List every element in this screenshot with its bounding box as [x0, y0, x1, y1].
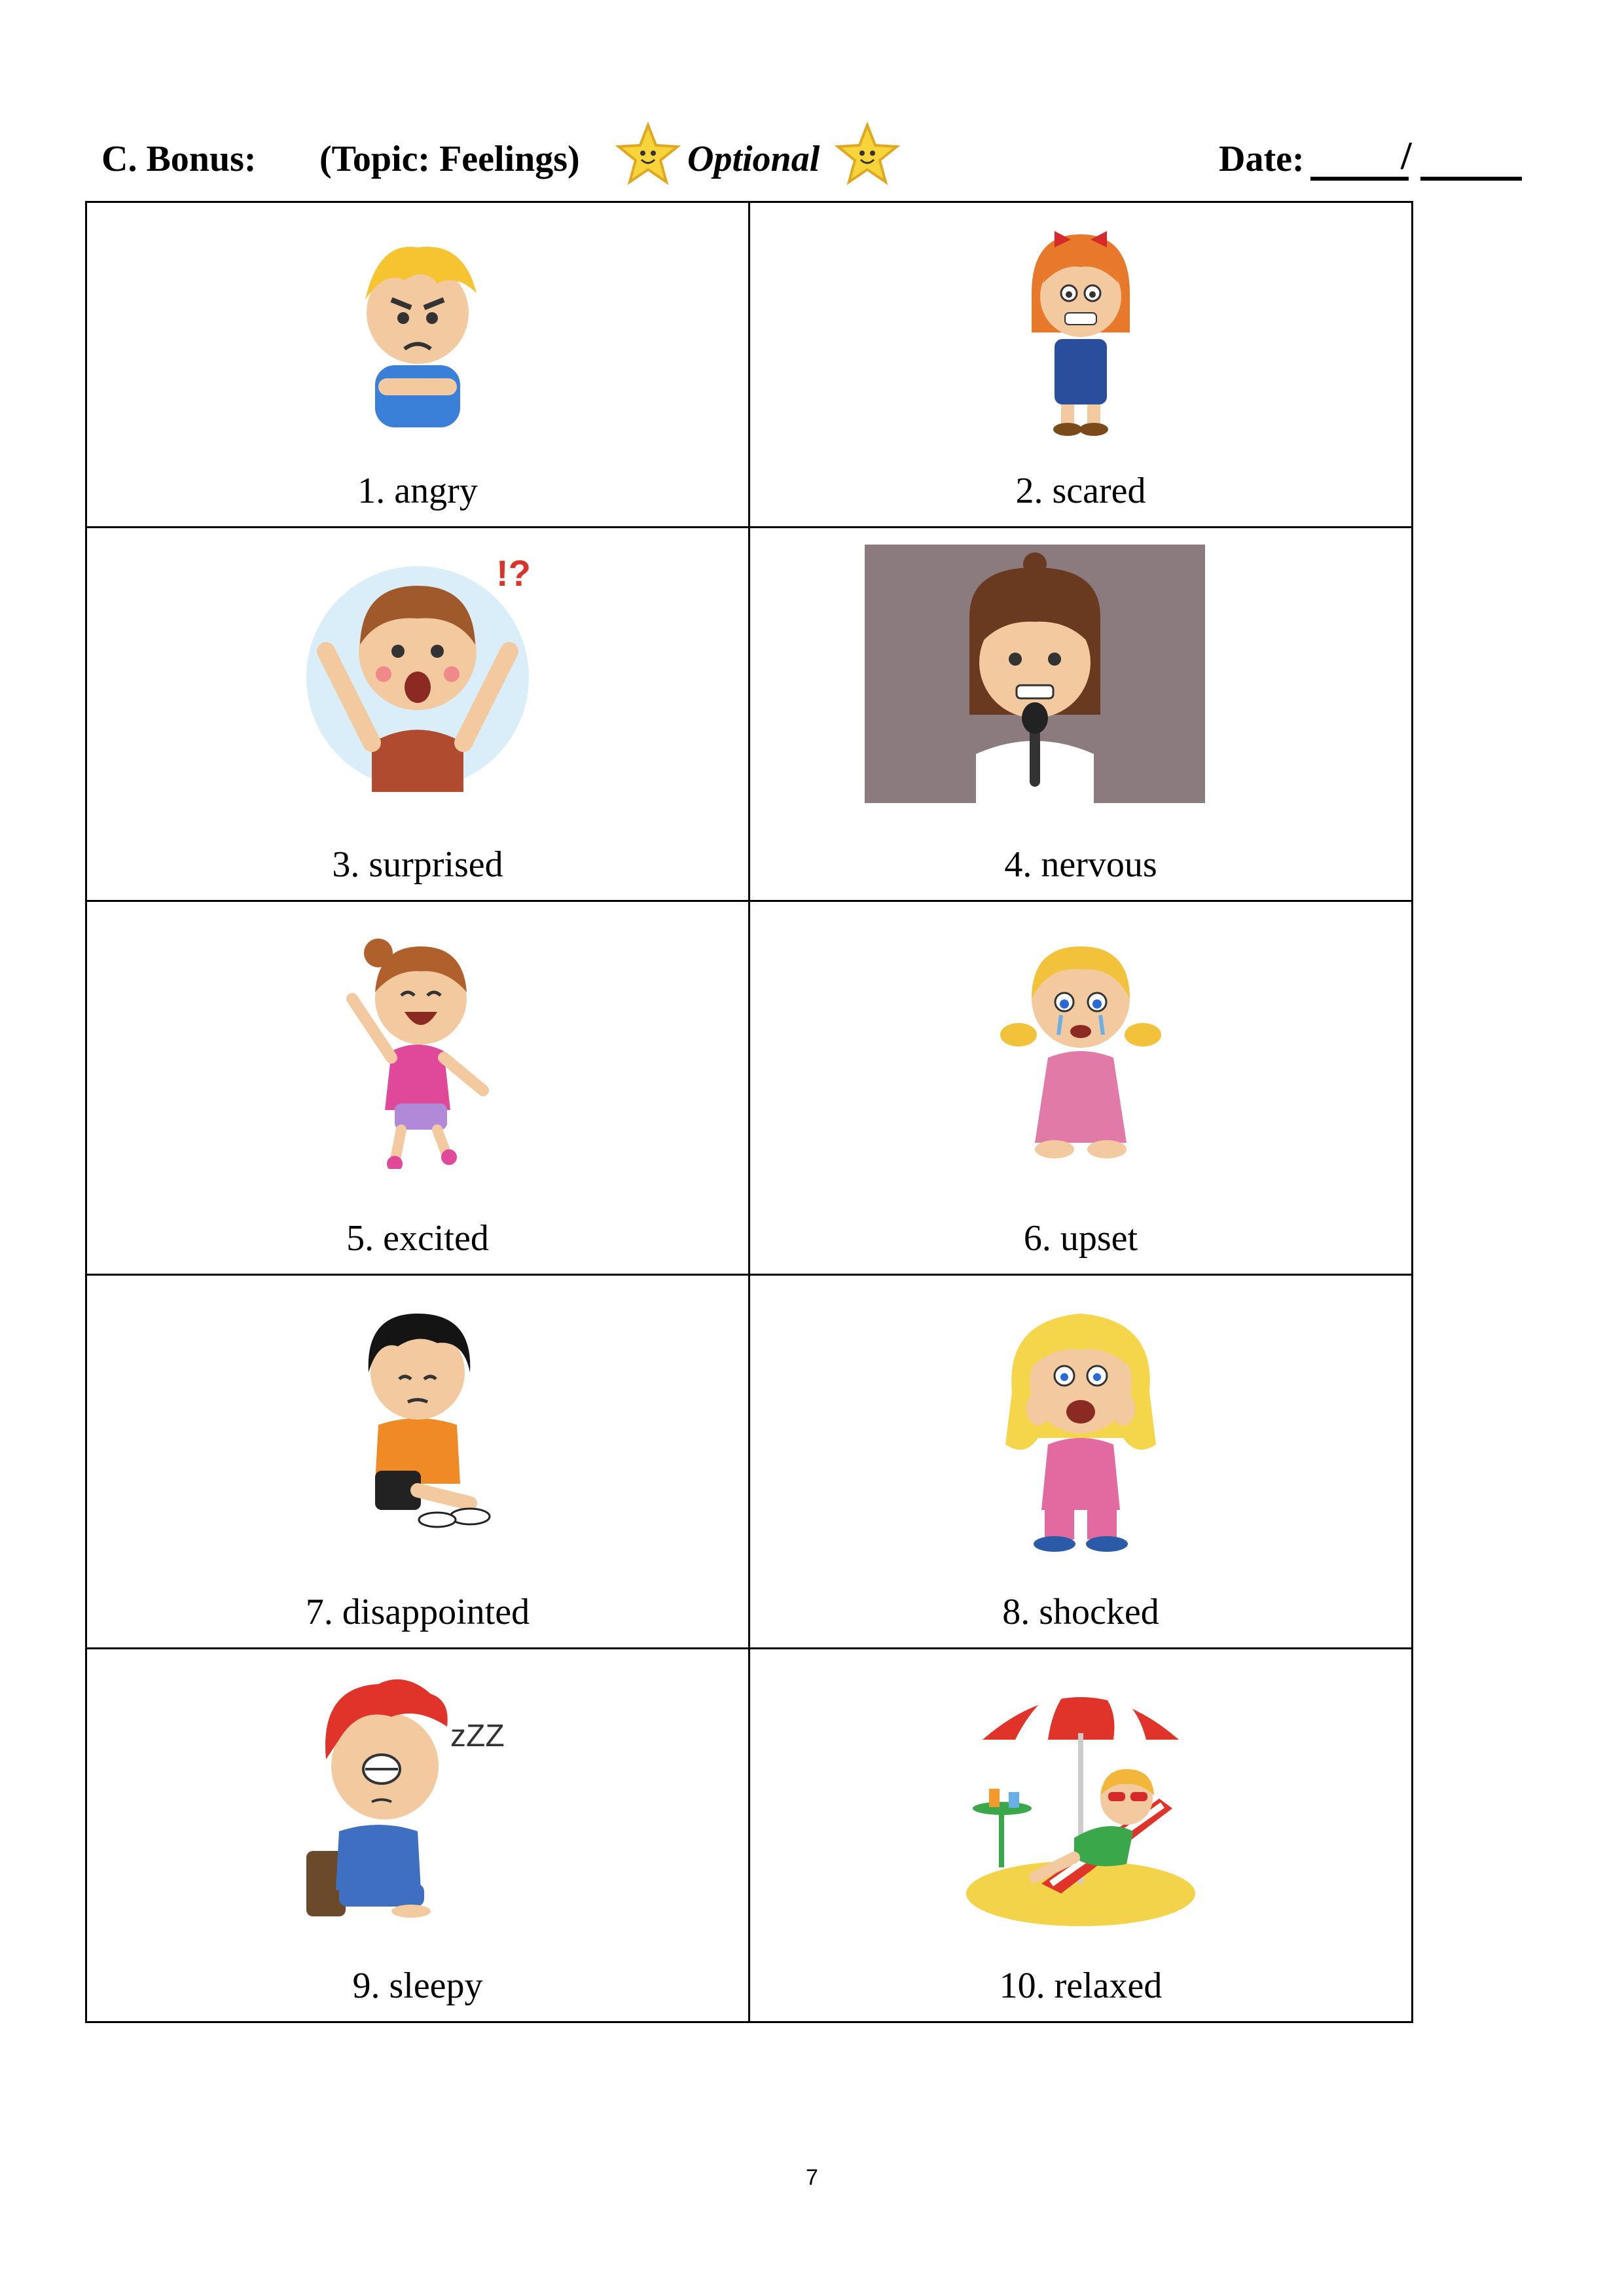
surprised-boy-icon — [300, 547, 535, 795]
date-month-line[interactable] — [1420, 177, 1522, 181]
date-separator: / — [1401, 134, 1412, 177]
optional-label: Optional — [687, 139, 820, 179]
feeling-label: 5. excited — [346, 1218, 489, 1259]
feeling-card — [86, 901, 749, 1275]
excited-girl-icon — [333, 920, 503, 1169]
page-number: 7 — [806, 2165, 818, 2190]
relaxed-girl-icon — [963, 1668, 1199, 1929]
upset-girl-icon — [996, 920, 1166, 1169]
star-icon — [615, 122, 681, 187]
feelings-grid — [85, 201, 1413, 2023]
svg-text:zZZ: zZZ — [450, 1719, 505, 1753]
feeling-card — [749, 202, 1413, 528]
topic-title: (Topic: Feelings) — [319, 139, 580, 179]
feeling-card — [749, 901, 1413, 1275]
feeling-card — [749, 1649, 1413, 2022]
date-label: Date: — [1219, 139, 1305, 179]
feeling-label: 8. shocked — [1002, 1592, 1159, 1632]
svg-text:!?: !? — [496, 552, 531, 594]
feeling-label: 2. scared — [1015, 471, 1146, 511]
shocked-girl-icon — [992, 1294, 1169, 1556]
disappointed-boy-icon — [339, 1294, 496, 1536]
feeling-label: 9. sleepy — [352, 1965, 483, 2006]
feeling-label: 1. angry — [357, 471, 478, 511]
feeling-card — [86, 528, 749, 901]
feeling-card — [86, 202, 749, 528]
feeling-label: 3. surprised — [332, 844, 503, 885]
feeling-label: 4. nervous — [1004, 844, 1157, 885]
scared-girl-icon — [1015, 221, 1146, 437]
feeling-label: 7. disappointed — [305, 1592, 530, 1632]
feeling-card — [86, 1649, 749, 2022]
date-day-line[interactable] — [1310, 177, 1409, 181]
feeling-card — [86, 1275, 749, 1649]
feeling-label: 6. upset — [1023, 1218, 1138, 1259]
star-icon — [835, 122, 900, 187]
feeling-card — [749, 528, 1413, 901]
angry-boy-icon — [339, 221, 496, 431]
sleepy-boy-icon — [300, 1668, 535, 1923]
feeling-card — [749, 1275, 1413, 1649]
worksheet-header — [0, 131, 1624, 190]
feeling-label: 10. relaxed — [999, 1965, 1163, 2006]
section-title: C. Bonus: — [101, 139, 257, 179]
nervous-girl-photo — [865, 545, 1205, 803]
